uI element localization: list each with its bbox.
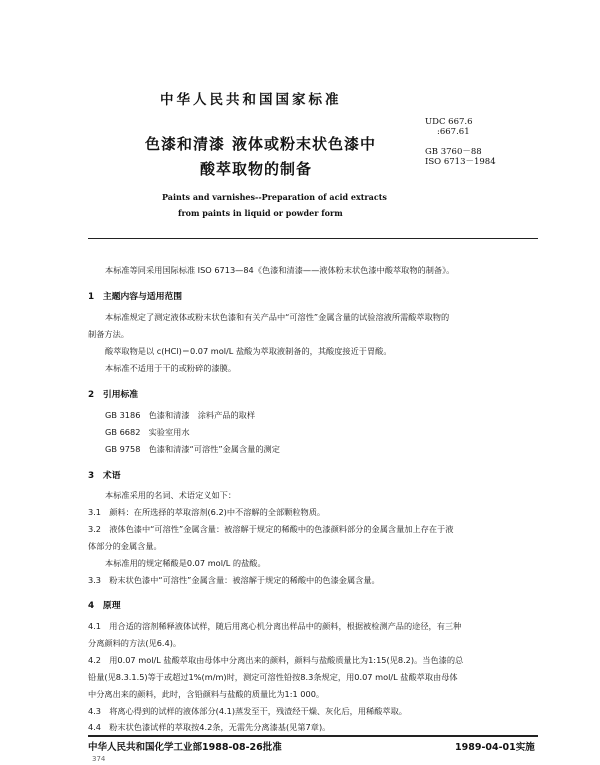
intro-paragraph: 本标准等同采用国际标准 ISO 6713—84《色漆和清漆——液体粉末状色漆中酸萃取物的制备》。	[105, 265, 455, 275]
term-3-2-line2: 体部分的金属含量。	[88, 541, 162, 551]
effective-date: 1989-04-01实施	[455, 742, 535, 753]
term-3-2-line3: 本标准用的规定稀酸是0.07 mol/L 的盐酸。	[105, 558, 266, 568]
iso-code: ISO 6713－1984	[425, 157, 496, 167]
s1-para1-line2: 制备方法。	[88, 329, 129, 339]
title-part1: 色漆和清漆	[145, 135, 226, 153]
s1-para1-line1: 本标准规定了测定液体或粉末状色漆和有关产品中“可溶性”金属含量的试验溶液所需酸萃取物的	[105, 312, 450, 322]
section-2-heading: 2 引用标准	[88, 390, 139, 400]
gb-code: GB 3760－88	[425, 147, 482, 157]
term-3-3: 3.3 粉末状色漆中“可溶性”金属含量：被溶解于规定的稀酸中的色漆金属含量。	[88, 575, 380, 585]
udc-code-line1: UDC 667.6	[425, 117, 473, 127]
term-3-1: 3.1 颜料：在所选择的萃取溶剂(6.2)中不溶解的全部颗粒物质。	[88, 507, 326, 517]
s1-para2: 酸萃取物是以 c(HCl)＝0.07 mol/L 盐酸为萃取液制备的，其酸度接近于胃酸。	[105, 346, 392, 356]
header-divider	[88, 238, 538, 239]
s4-1-line2: 分离颜料的方法(见6.4)。	[88, 638, 182, 648]
ref-gb3186: GB 3186 色漆和清漆 涂料产品的取样	[105, 410, 256, 420]
section-4-heading: 4 原理	[88, 601, 121, 611]
english-title-line1: Paints and varnishes--Preparation of acid extracts	[162, 192, 387, 202]
section-3-heading: 3 术语	[88, 471, 121, 481]
title-part2: 液体或粉末状色漆中	[232, 135, 377, 153]
ref-gb9758: GB 9758 色漆和清漆“可溶性”金属含量的测定	[105, 444, 280, 454]
s4-2-line2: 铅量(见8.3.1.5)等于或超过1%(m/m)时，测定可溶性铅按8.3条规定，用0.07 mol/L 盐酸萃取由母体	[88, 672, 458, 682]
page-number: 374	[92, 755, 106, 763]
national-standard-header: 中华人民共和国国家标准	[160, 92, 342, 108]
ref-gb6682: GB 6682 实验室用水	[105, 427, 190, 437]
s3-intro: 本标准采用的名词、术语定义如下：	[105, 490, 237, 500]
footer-divider	[88, 735, 538, 737]
s1-para3: 本标准不适用于干的或粉碎的漆膜。	[105, 363, 237, 373]
section-1-heading: 1 主题内容与适用范围	[88, 292, 183, 302]
s4-2-line1: 4.2 用0.07 mol/L 盐酸萃取由母体中分离出来的颜料，颜料与盐酸质量比为1:15(见8.2)。当色漆的总	[88, 655, 464, 665]
term-3-2-line1: 3.2 液体色漆中“可溶性”金属含量：被溶解于规定的稀酸中的色漆颜料部分的金属含量加上存在于液	[88, 524, 454, 534]
s4-4: 4.4 粉末状色漆试样的萃取按4.2条，无需先分离漆基(见第7章)。	[88, 722, 331, 732]
title-part3: 酸萃取物的制备	[200, 160, 313, 178]
s4-2-line3: 中分离出来的颜料，此时，含铅颜料与盐酸的质量比为1:1 000。	[88, 689, 325, 699]
s4-1-line1: 4.1 用合适的溶剂稀释液体试样，随后用离心机分离出样品中的颜料，根据被检测产品的途径，有三种	[88, 621, 462, 631]
s4-3: 4.3 将离心得到的试样的液体部分(4.1)蒸发至干，残渣经干燥、灰化后，用稀酸萃取。	[88, 706, 407, 716]
english-title-line2: from paints in liquid or powder form	[178, 208, 343, 218]
approval-note: 中华人民共和国化学工业部1988-08-26批准	[88, 742, 282, 753]
udc-code-line2: :667.61	[437, 127, 470, 137]
